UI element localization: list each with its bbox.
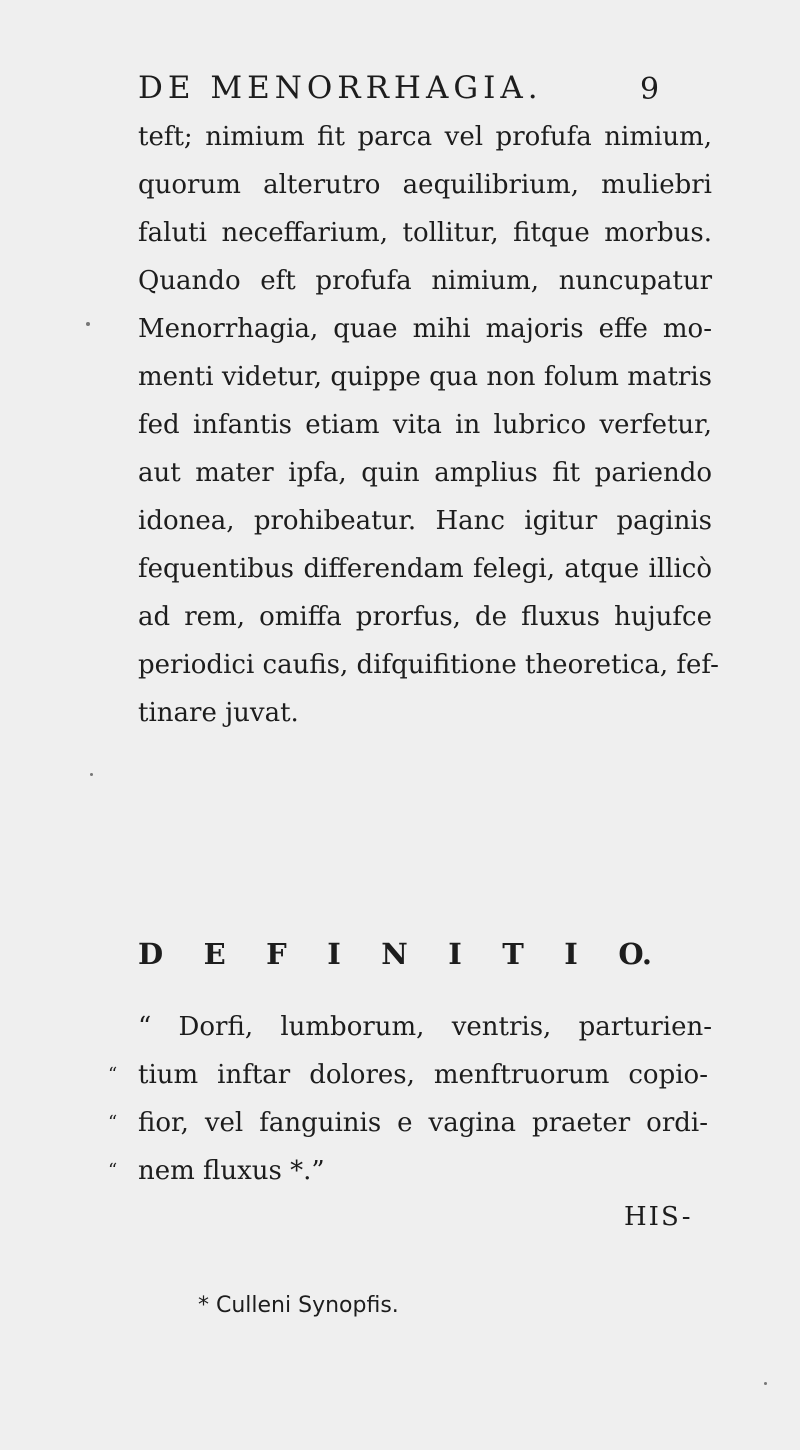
body-line: Quando eft profufa nimium, nuncupatur [138,266,712,296]
quote-mark: “ [108,1160,118,1181]
quote-line-text: fior, vel fanguinis e vagina praeter ordi- [138,1108,708,1138]
running-head [0,70,800,120]
body-line: periodici caufis, difquifitione theoretica, fef- [138,650,719,680]
paper-speck [764,1382,767,1385]
body-line: faluti neceffarium, tollitur, fitque morbus. [138,218,712,248]
quote-line [138,1012,712,1042]
quote-line-text: nem fluxus *.” [138,1156,325,1186]
quote-line [108,1060,712,1093]
section-heading: D E F I N I T I O. [138,937,652,972]
body-line: quorum alterutro aequilibrium, muliebri [138,170,712,200]
body-line: idonea, prohibeatur. Hanc igitur paginis [138,506,712,536]
footnote: * Culleni Synopfis. [198,1293,399,1318]
body-line: Menorrhagia, quae mihi majoris effe mo- [138,314,712,344]
body-line: ad rem, omiffa prorfus, de fluxus hujufce [138,602,712,632]
body-line: menti videtur, quippe qua non folum matris [138,362,712,392]
running-head-title: DE MENORRHAGIA. [138,70,543,106]
quote-mark: “ [108,1064,118,1085]
quote-line [108,1156,712,1189]
catchword: HIS- [624,1202,693,1232]
quote-line-text: “ Dorfi, lumborum, ventris, parturien- [138,1012,712,1042]
body-line: tinare juvat. [138,698,299,728]
quote-line [108,1108,712,1141]
paper-speck [90,773,93,776]
quote-mark: “ [108,1112,118,1133]
quote-line-text: tium inftar dolores, menftruorum copio- [138,1060,708,1090]
body-line: fequentibus differendam felegi, atque illicò [138,554,712,584]
body-line: aut mater ipfa, quin amplius fit pariendo [138,458,712,488]
body-line: teft; nimium fit parca vel profufa nimium, [138,122,712,152]
page-number: 9 [640,72,660,107]
paper-speck [86,322,90,326]
body-line: fed infantis etiam vita in lubrico verfetur, [138,410,712,440]
